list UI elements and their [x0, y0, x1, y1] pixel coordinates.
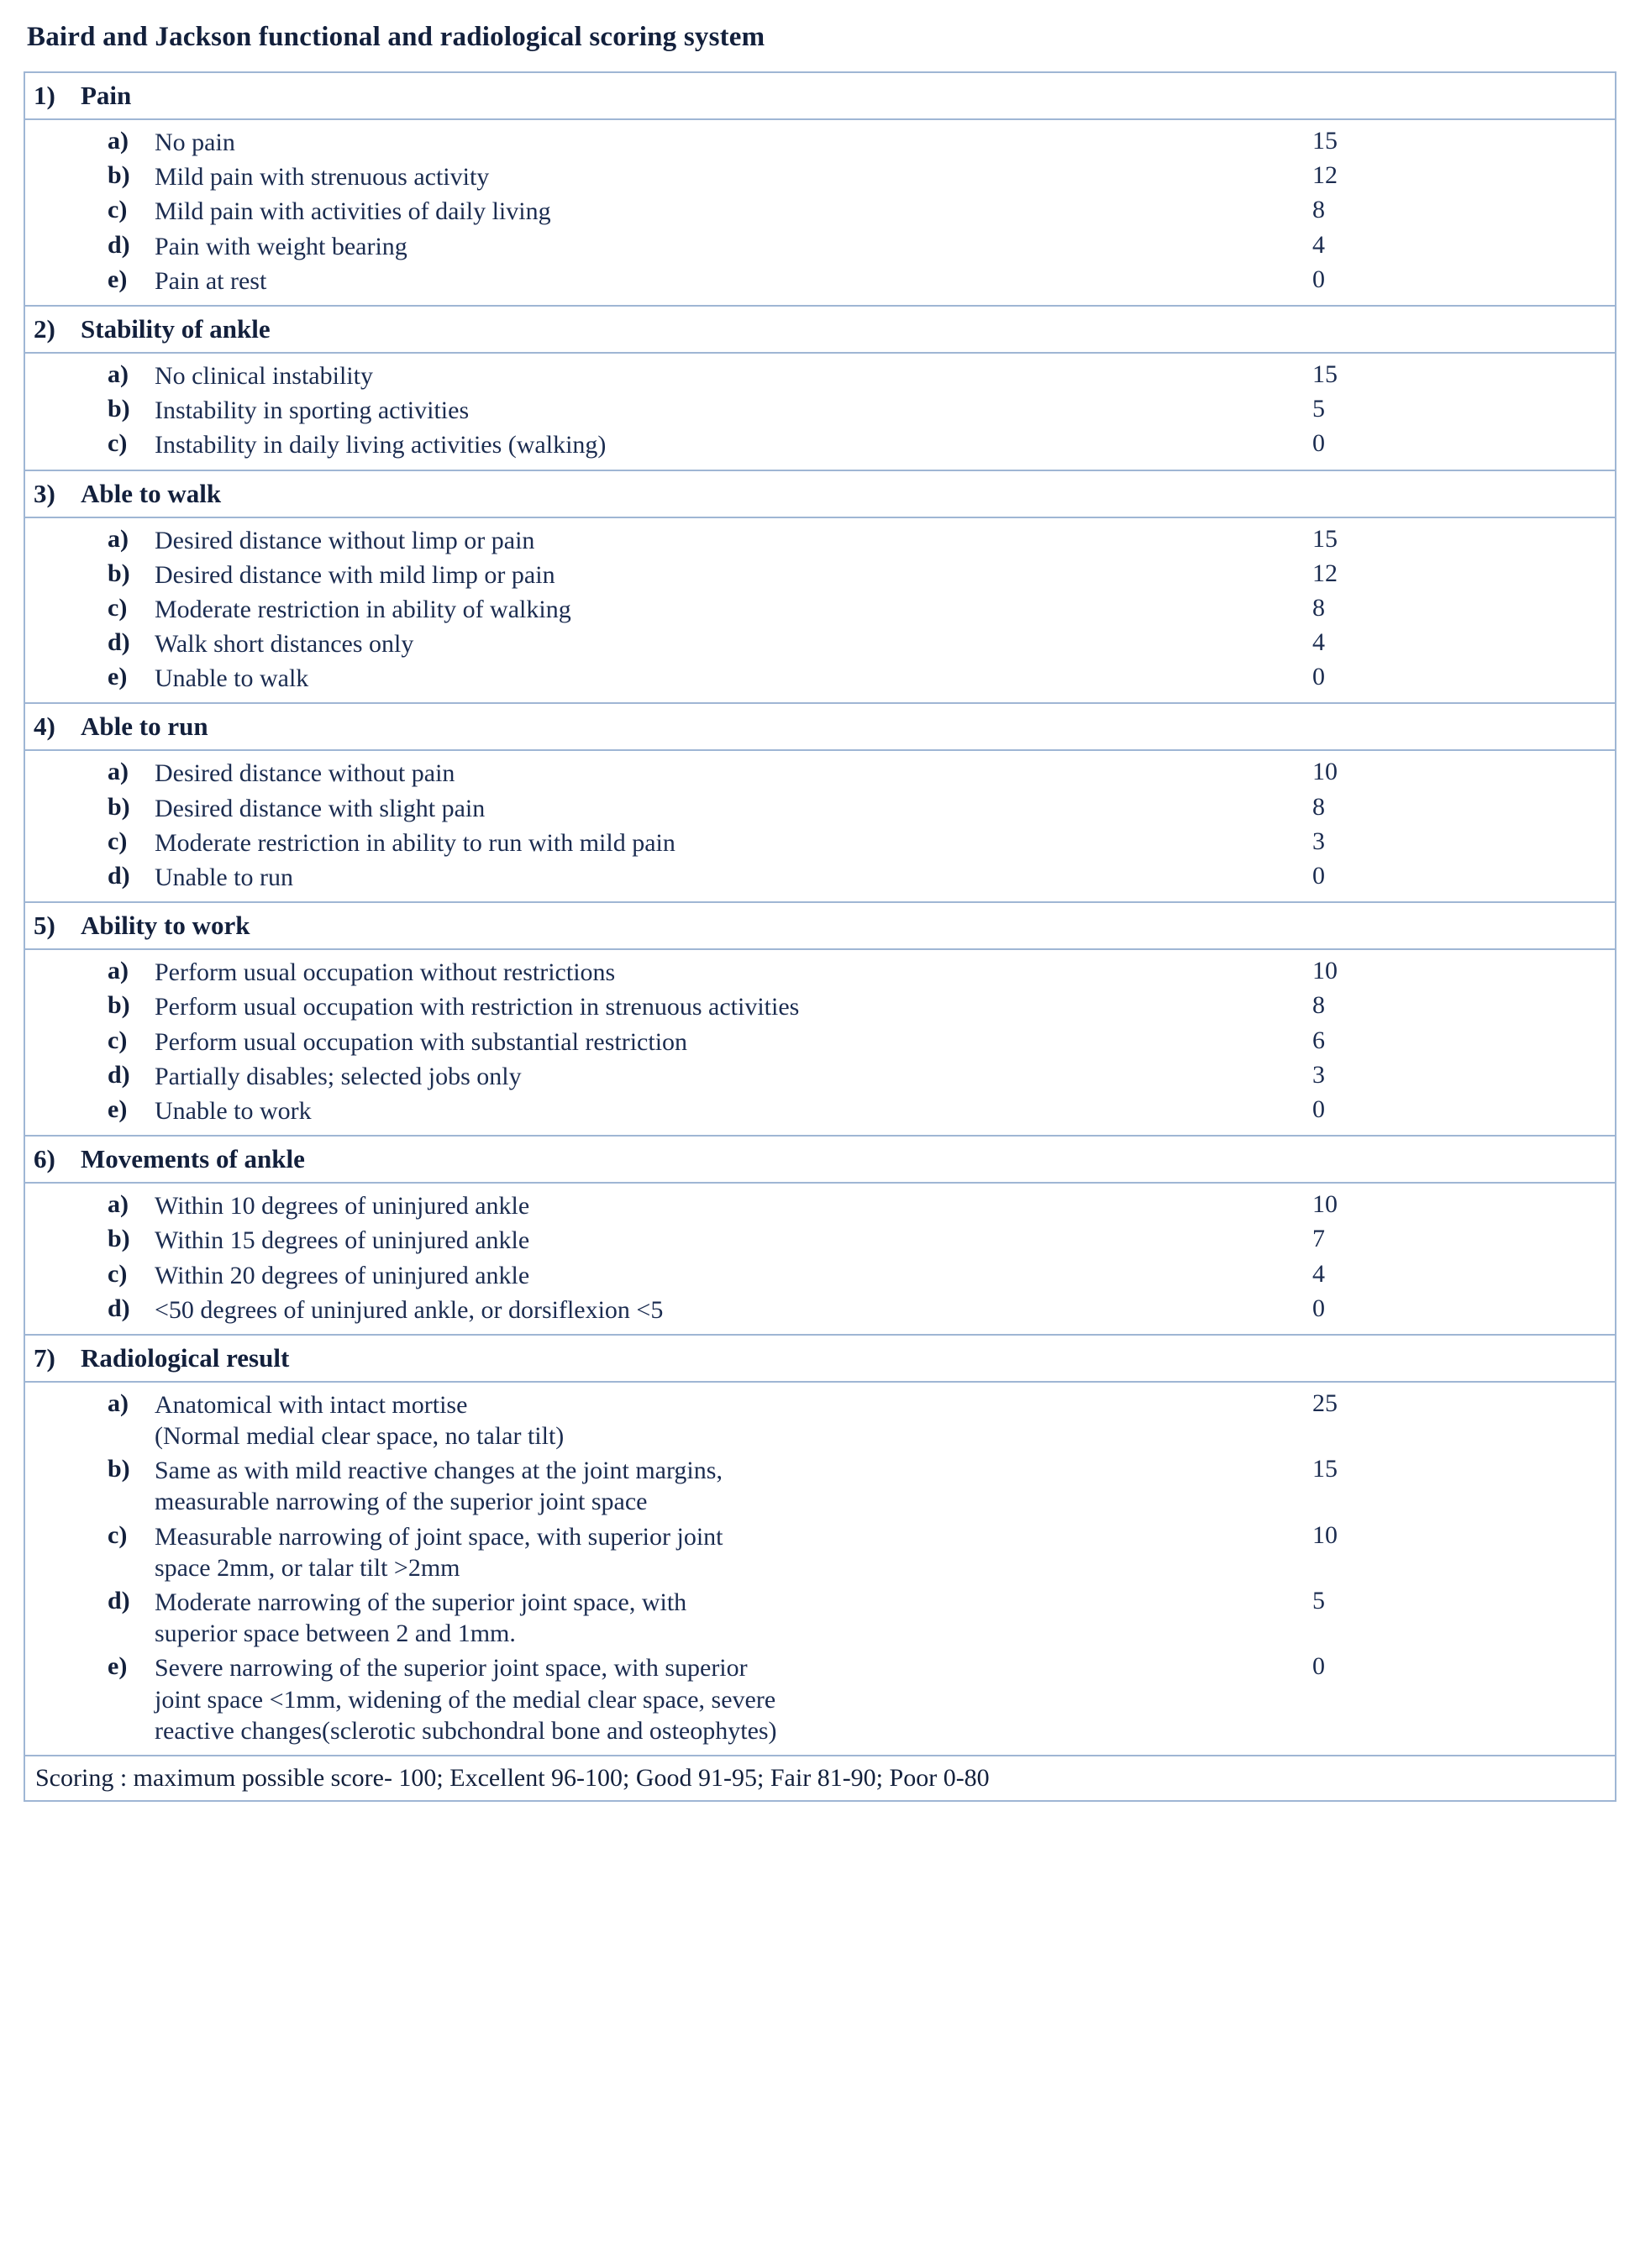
option-gutter: [25, 264, 108, 298]
page-title: Baird and Jackson functional and radiological scoring system: [27, 22, 765, 52]
option-letter: d): [108, 1294, 130, 1322]
option-text: [155, 955, 1312, 990]
option-text: [155, 1094, 1312, 1128]
option-text: [155, 1025, 1312, 1059]
scoring-footer: Scoring : maximum possible score- 100; Excellent 96-100; Good 91-95; Fair 81-90; Poor 0-80: [24, 1756, 1616, 1801]
options-table: [25, 523, 1615, 696]
option-text-line: superior space between 2 and 1mm.: [155, 1620, 516, 1648]
option-text-line: No pain: [155, 129, 235, 156]
option-gutter: [25, 826, 108, 860]
option-score: 8: [1312, 792, 1325, 821]
section-header: [25, 307, 1615, 352]
option-text-line: <50 degrees of uninjured ankle, or dorsiflexion <5: [155, 1295, 664, 1324]
option-text: [155, 1651, 1312, 1748]
option-text: [155, 1520, 1312, 1585]
option-text: [155, 1059, 1312, 1094]
option-text-line: (Normal medial clear space, no talar tilt): [155, 1422, 565, 1451]
options-container: [25, 950, 1615, 1135]
section-number: 4): [34, 711, 55, 742]
option-text: [155, 1388, 1312, 1453]
option-score: 5: [1312, 395, 1325, 423]
section-options-row: [24, 1183, 1616, 1335]
option-text: [155, 1258, 1312, 1293]
option-text-line: Moderate restriction in ability of walking: [155, 595, 571, 623]
scoring-footer-row: [24, 1756, 1616, 1801]
section-label: Stability of ankle: [81, 313, 271, 344]
option-text: [155, 1453, 1312, 1519]
option-row[interactable]: [25, 1094, 1615, 1128]
option-score: 3: [1312, 827, 1325, 855]
option-letter: c): [108, 1520, 128, 1549]
option-letter: a): [108, 1190, 129, 1219]
option-gutter: [25, 1651, 108, 1748]
option-letter: a): [108, 957, 129, 985]
option-row[interactable]: [25, 1258, 1615, 1293]
option-score: 15: [1312, 524, 1338, 553]
option-gutter: [25, 1258, 108, 1293]
option-text-line: reactive changes(sclerotic subchondral bone and osteophytes): [155, 1716, 777, 1745]
option-letter: c): [108, 1259, 128, 1288]
option-row[interactable]: [25, 194, 1615, 228]
option-letter: b): [108, 395, 130, 423]
section-header-row: [24, 703, 1616, 750]
option-text-line: Moderate narrowing of the superior joint space, with: [155, 1588, 687, 1616]
option-row[interactable]: [25, 791, 1615, 826]
option-text: [155, 627, 1312, 661]
section-header: [25, 1336, 1615, 1381]
section-number: 2): [34, 313, 55, 344]
option-letter: a): [108, 360, 129, 388]
option-text-line: Severe narrowing of the superior joint space, with superior: [155, 1654, 748, 1683]
option-gutter: [25, 791, 108, 826]
option-text: [155, 125, 1312, 160]
option-row[interactable]: [25, 1388, 1615, 1453]
option-score: 0: [1312, 1294, 1325, 1322]
option-score: 15: [1312, 127, 1338, 155]
section-header-row: [24, 1136, 1616, 1183]
option-score: 4: [1312, 628, 1325, 657]
option-score: 0: [1312, 1095, 1325, 1123]
section-header: [25, 704, 1615, 749]
option-gutter: [25, 1585, 108, 1651]
option-gutter: [25, 1189, 108, 1223]
option-score: 15: [1312, 1455, 1338, 1483]
options-container: [25, 518, 1615, 703]
section-options-cell: [24, 517, 1616, 704]
option-row[interactable]: [25, 558, 1615, 592]
option-score: 0: [1312, 862, 1325, 890]
scoring-table: [24, 71, 1616, 1802]
option-text-line: Perform usual occupation without restrictions: [155, 958, 616, 987]
option-text-line: Unable to walk: [155, 664, 309, 693]
option-score: 12: [1312, 559, 1338, 587]
option-row[interactable]: [25, 661, 1615, 696]
section-options-row: [24, 949, 1616, 1136]
option-letter: a): [108, 758, 129, 786]
option-text: [155, 194, 1312, 228]
option-letter: e): [108, 1095, 128, 1123]
option-text-line: Unable to run: [155, 864, 293, 891]
option-text: [155, 592, 1312, 627]
option-text: [155, 264, 1312, 298]
option-row[interactable]: [25, 1059, 1615, 1094]
option-letter: b): [108, 792, 130, 821]
option-text: [155, 393, 1312, 428]
option-letter: d): [108, 862, 130, 890]
option-letter: e): [108, 1652, 128, 1681]
section-options-row: [24, 517, 1616, 704]
option-text-line: Perform usual occupation with substantial restriction: [155, 1027, 688, 1056]
option-gutter: [25, 1094, 108, 1128]
section-label: Movements of ankle: [81, 1144, 305, 1174]
options-container: [25, 1184, 1615, 1334]
option-score: 0: [1312, 663, 1325, 691]
option-letter: c): [108, 196, 128, 224]
option-score: 0: [1312, 1652, 1325, 1681]
option-text-line: No clinical instability: [155, 361, 373, 390]
option-gutter: [25, 661, 108, 696]
option-letter: b): [108, 991, 130, 1020]
option-row[interactable]: [25, 1189, 1615, 1223]
section-options-cell: [24, 949, 1616, 1136]
option-letter: a): [108, 127, 129, 155]
option-letter: a): [108, 524, 129, 553]
option-text-line: Walk short distances only: [155, 630, 414, 659]
section-header-cell: [24, 1136, 1616, 1183]
option-score: 12: [1312, 161, 1338, 190]
section-label: Able to walk: [81, 478, 222, 508]
option-gutter: [25, 860, 108, 895]
option-score: 15: [1312, 360, 1338, 388]
section-header: [25, 471, 1615, 517]
option-row[interactable]: [25, 756, 1615, 790]
section-header-cell: [24, 902, 1616, 949]
options-container: [25, 354, 1615, 470]
option-letter: a): [108, 1389, 129, 1417]
option-gutter: [25, 756, 108, 790]
option-letter: e): [108, 663, 128, 691]
option-row[interactable]: [25, 359, 1615, 393]
option-row[interactable]: [25, 1585, 1615, 1651]
section-header: [25, 73, 1615, 118]
option-row[interactable]: [25, 264, 1615, 298]
option-letter: c): [108, 827, 128, 855]
option-letter: d): [108, 230, 130, 259]
option-text-line: Within 15 degrees of uninjured ankle: [155, 1226, 530, 1255]
option-text-line: space 2mm, or talar tilt >2mm: [155, 1553, 460, 1582]
option-row[interactable]: [25, 428, 1615, 462]
option-text-line: Mild pain with activities of daily living: [155, 197, 551, 226]
option-gutter: [25, 558, 108, 592]
option-row[interactable]: [25, 1520, 1615, 1585]
section-number: 5): [34, 911, 55, 941]
section-header-cell: [24, 72, 1616, 119]
section-number: 6): [34, 1144, 55, 1174]
option-letter: b): [108, 559, 130, 587]
option-gutter: [25, 1059, 108, 1094]
section-options-row: [24, 750, 1616, 902]
options-container: [25, 751, 1615, 901]
option-text: [155, 791, 1312, 826]
option-score: 10: [1312, 957, 1338, 985]
option-letter: c): [108, 593, 128, 622]
option-gutter: [25, 955, 108, 990]
option-row[interactable]: [25, 160, 1615, 194]
option-gutter: [25, 627, 108, 661]
option-text: [155, 558, 1312, 592]
option-gutter: [25, 229, 108, 264]
section-options-cell: [24, 1183, 1616, 1335]
section-label: Radiological result: [81, 1342, 290, 1373]
options-table: [25, 359, 1615, 463]
option-score: 3: [1312, 1060, 1325, 1089]
option-row[interactable]: [25, 1223, 1615, 1257]
option-score: 10: [1312, 1190, 1338, 1219]
option-score: 10: [1312, 758, 1338, 786]
scoring-table-body: [24, 72, 1616, 1801]
section-options-row: [24, 353, 1616, 470]
section-options-row: [24, 119, 1616, 306]
option-text-line: Desired distance without limp or pain: [155, 526, 535, 554]
section-label: Pain: [81, 81, 132, 110]
options-table: [25, 1388, 1615, 1748]
option-gutter: [25, 428, 108, 462]
option-row[interactable]: [25, 1651, 1615, 1748]
option-score: 0: [1312, 429, 1325, 458]
option-letter: e): [108, 265, 128, 293]
option-text-line: Partially disables; selected jobs only: [155, 1062, 522, 1090]
option-gutter: [25, 359, 108, 393]
option-letter: d): [108, 1587, 130, 1614]
option-row[interactable]: [25, 860, 1615, 895]
option-row[interactable]: [25, 229, 1615, 264]
option-row[interactable]: [25, 125, 1615, 160]
section-label: Ability to work: [81, 911, 250, 941]
option-gutter: [25, 160, 108, 194]
option-text-line: Within 20 degrees of uninjured ankle: [155, 1261, 530, 1289]
option-letter: b): [108, 1455, 130, 1483]
option-text-line: Anatomical with intact mortise: [155, 1390, 468, 1419]
options-table: [25, 125, 1615, 298]
option-text: [155, 1293, 1312, 1327]
section-header-row: [24, 470, 1616, 517]
options-container: [25, 1383, 1615, 1755]
option-text-line: Measurable narrowing of joint space, with superior joint: [155, 1522, 723, 1551]
option-text-line: measurable narrowing of the superior joint space: [155, 1488, 648, 1516]
option-score: 8: [1312, 593, 1325, 622]
option-text-line: Moderate restriction in ability to run with mild pain: [155, 828, 675, 857]
options-table: [25, 756, 1615, 895]
section-header-row: [24, 72, 1616, 119]
option-score: 4: [1312, 230, 1325, 259]
section-options-cell: [24, 119, 1616, 306]
option-row[interactable]: [25, 1293, 1615, 1327]
section-header-row: [24, 1335, 1616, 1382]
option-row[interactable]: [25, 1025, 1615, 1059]
option-gutter: [25, 194, 108, 228]
section-header-row: [24, 902, 1616, 949]
option-letter: c): [108, 1026, 128, 1054]
option-letter: d): [108, 628, 130, 657]
options-table: [25, 1189, 1615, 1327]
option-text: [155, 160, 1312, 194]
option-gutter: [25, 125, 108, 160]
option-row[interactable]: [25, 592, 1615, 627]
option-gutter: [25, 1520, 108, 1585]
option-row[interactable]: [25, 393, 1615, 428]
option-score: 5: [1312, 1587, 1325, 1614]
option-row[interactable]: [25, 826, 1615, 860]
option-text: [155, 990, 1312, 1024]
option-row[interactable]: [25, 1453, 1615, 1519]
option-row[interactable]: [25, 955, 1615, 990]
options-container: [25, 120, 1615, 305]
option-letter: b): [108, 1225, 130, 1253]
section-options-row: [24, 1382, 1616, 1756]
option-text-line: Desired distance with slight pain: [155, 794, 486, 822]
option-row[interactable]: [25, 523, 1615, 558]
option-text: [155, 661, 1312, 696]
section-number: 7): [34, 1342, 55, 1373]
option-text: [155, 359, 1312, 393]
option-text-line: Mild pain with strenuous activity: [155, 163, 490, 192]
option-text: [155, 229, 1312, 264]
section-header-cell: [24, 470, 1616, 517]
option-text: [155, 1189, 1312, 1223]
section-header-row: [24, 306, 1616, 353]
option-gutter: [25, 523, 108, 558]
option-gutter: [25, 990, 108, 1024]
option-text-line: Unable to work: [155, 1096, 312, 1125]
section-options-cell: [24, 1382, 1616, 1756]
option-gutter: [25, 393, 108, 428]
option-letter: c): [108, 429, 128, 458]
option-score: 6: [1312, 1026, 1325, 1054]
section-number: 1): [34, 81, 55, 110]
option-text: [155, 428, 1312, 462]
option-text-line: Pain with weight bearing: [155, 232, 407, 260]
section-header-cell: [24, 306, 1616, 353]
option-gutter: [25, 1025, 108, 1059]
option-score: 8: [1312, 991, 1325, 1020]
option-gutter: [25, 1223, 108, 1257]
option-text-line: Desired distance with mild limp or pain: [155, 560, 555, 589]
option-text-line: Instability in sporting activities: [155, 396, 470, 425]
option-gutter: [25, 1453, 108, 1519]
section-header-cell: [24, 703, 1616, 750]
option-score: 0: [1312, 265, 1325, 293]
option-text-line: Perform usual occupation with restriction in strenuous activities: [155, 993, 800, 1021]
option-text: [155, 860, 1312, 895]
option-score: 25: [1312, 1389, 1338, 1417]
option-row[interactable]: [25, 627, 1615, 661]
option-score: 7: [1312, 1225, 1325, 1253]
option-text: [155, 523, 1312, 558]
section-header: [25, 903, 1615, 948]
option-score: 10: [1312, 1520, 1338, 1549]
option-text-line: Within 10 degrees of uninjured ankle: [155, 1192, 530, 1221]
section-options-cell: [24, 353, 1616, 470]
option-score: 4: [1312, 1259, 1325, 1288]
option-text: [155, 1223, 1312, 1257]
option-gutter: [25, 592, 108, 627]
section-options-cell: [24, 750, 1616, 902]
option-text: [155, 826, 1312, 860]
options-table: [25, 955, 1615, 1128]
option-text-line: Same as with mild reactive changes at the joint margins,: [155, 1457, 723, 1485]
option-gutter: [25, 1293, 108, 1327]
option-row[interactable]: [25, 990, 1615, 1024]
option-text-line: joint space <1mm, widening of the medial clear space, severe: [155, 1685, 776, 1714]
section-header: [25, 1137, 1615, 1182]
option-gutter: [25, 1388, 108, 1453]
option-text: [155, 1585, 1312, 1651]
section-label: Able to run: [81, 711, 208, 742]
option-text-line: Pain at rest: [155, 266, 267, 295]
option-letter: d): [108, 1060, 130, 1089]
option-letter: b): [108, 161, 130, 190]
option-score: 8: [1312, 196, 1325, 224]
section-header-cell: [24, 1335, 1616, 1382]
option-text-line: Desired distance without pain: [155, 759, 455, 788]
option-text-line: Instability in daily living activities (walking): [155, 431, 607, 459]
option-text: [155, 756, 1312, 790]
section-number: 3): [34, 478, 55, 508]
